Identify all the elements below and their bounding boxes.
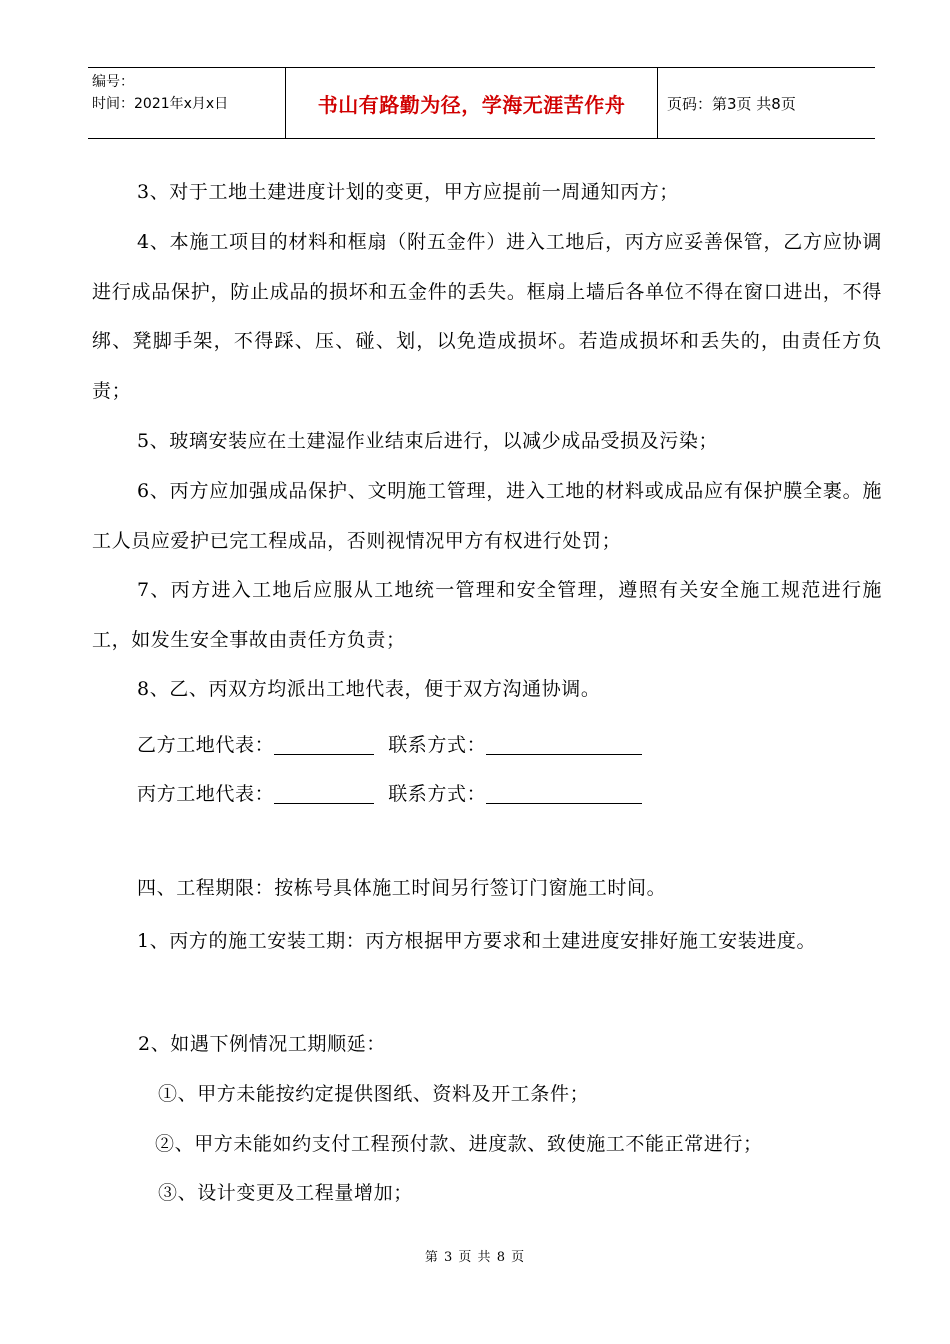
clause-7: 7、丙方进入工地后应服从工地统一管理和安全管理，遵照有关安全施工规范进行施工，如发生安全事故由责任方负责； [92,579,882,651]
document-time-label: 时间：2021年x月x日 [92,96,229,112]
rep-c-row [137,779,642,806]
header-meta-cell [88,68,286,138]
section-4-item-2: 2、如遇下例情况工期顺延： [138,1033,386,1055]
header-motto: 书山有路勤为径，学海无涯苦作舟 [317,92,626,117]
rep-b-blank [274,736,374,755]
rep-b-contact-label: 联系方式： [388,734,487,756]
rep-c-contact-blank [486,785,642,804]
rep-c-contact-label: 联系方式： [388,783,487,805]
clause-5: 5、玻璃安装应在土建湿作业结束后进行，以减少成品受损及污染； [137,430,719,452]
document-number-label: 编号： [92,74,134,90]
section-4-heading: 四、工程期限：按栋号具体施工时间另行签订门窗施工时间。 [137,877,667,899]
header-motto-cell [286,68,658,138]
section-4-item-1: 1、丙方的施工安装工期：丙方根据甲方要求和土建进度安排好施工安装进度。 [137,930,817,952]
clause-4: 4、本施工项目的材料和框扇（附五金件）进入工地后，丙方应妥善保管，乙方应协调进行成品保护，防止成品的损坏和五金件的丢失。框扇上墙后各单位不得在窗口进出，不得绑、凳脚手架，不得踩、压、碰、划，以免造成损坏。若造成损坏和丢失的，由责任方负责； [92,231,882,402]
clause-8: 8、乙、丙双方均派出工地代表，便于双方沟通协调。 [137,678,601,700]
clause-3: 3、对于工地土建进度计划的变更，甲方应提前一周通知丙方； [137,181,679,203]
page-footer: 第 3 页 共 8 页 [424,1250,526,1265]
rep-b-contact-blank [486,736,642,755]
clause-6: 6、丙方应加强成品保护、文明施工管理，进入工地的材料或成品应有保护膜全裹。施工人员应爱护已完工程成品，否则视情况甲方有权进行处罚； [92,480,882,552]
rep-b-row [137,730,642,757]
rep-c-label: 丙方工地代表： [137,783,275,805]
rep-c-blank [274,785,374,804]
header-page-info: 页码：第3页 共8页 [667,94,796,113]
delay-condition-2: ②、甲方未能如约支付工程预付款、进度款、致使施工不能正常进行； [155,1133,763,1155]
rep-b-label: 乙方工地代表： [137,734,275,756]
delay-condition-3: ③、设计变更及工程量增加； [158,1182,413,1204]
page-header [88,67,875,139]
header-page-cell [658,68,875,138]
delay-condition-1: ①、甲方未能按约定提供图纸、资料及开工条件； [158,1083,590,1105]
